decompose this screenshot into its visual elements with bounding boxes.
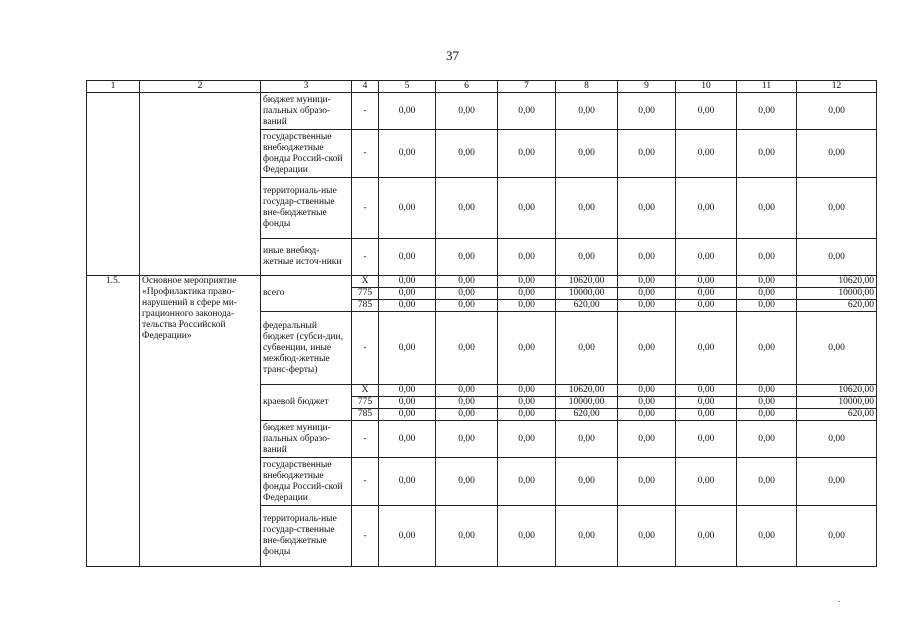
value-cell: 0,00 bbox=[436, 130, 498, 178]
value-cell: 0,00 bbox=[737, 300, 797, 312]
value-cell: 10000,00 bbox=[556, 397, 618, 409]
value-cell: 0,00 bbox=[379, 458, 436, 506]
value-cell: 620,00 bbox=[797, 409, 877, 421]
value-cell: 620,00 bbox=[556, 300, 618, 312]
col-header-12: 12 bbox=[797, 81, 877, 93]
footer-mark: . bbox=[838, 594, 841, 604]
col-header-8: 8 bbox=[556, 81, 618, 93]
code-cell: Х bbox=[352, 276, 379, 288]
value-cell: 0,00 bbox=[436, 506, 498, 567]
value-cell: 0,00 bbox=[797, 458, 877, 506]
value-cell: 0,00 bbox=[436, 178, 498, 239]
value-cell: 0,00 bbox=[498, 288, 556, 300]
value-cell: 0,00 bbox=[676, 300, 737, 312]
col-header-5: 5 bbox=[379, 81, 436, 93]
value-cell: 0,00 bbox=[436, 421, 498, 458]
value-cell: 0,00 bbox=[618, 312, 676, 385]
value-cell: 620,00 bbox=[797, 300, 877, 312]
value-cell: 0,00 bbox=[676, 312, 737, 385]
value-cell: 0,00 bbox=[797, 312, 877, 385]
value-cell: 0,00 bbox=[737, 409, 797, 421]
code-cell: - bbox=[352, 178, 379, 239]
table-row bbox=[87, 93, 877, 130]
value-cell: 0,00 bbox=[737, 421, 797, 458]
col-header-4: 4 bbox=[352, 81, 379, 93]
value-cell: 0,00 bbox=[436, 312, 498, 385]
value-cell: 0,00 bbox=[379, 93, 436, 130]
item-title: Основное мероприятие «Профилактика право-нарушений в сфере ми-грационного законода-тельства Российской Федерации» bbox=[140, 276, 261, 567]
value-cell: 0,00 bbox=[737, 458, 797, 506]
value-cell: 0,00 bbox=[797, 421, 877, 458]
value-cell: 0,00 bbox=[379, 276, 436, 288]
funding-source-federal: федеральный бюджет (субси-дии, субвенции, иные межбюд-жетные транс-ферты) bbox=[261, 312, 352, 385]
value-cell: 0,00 bbox=[498, 506, 556, 567]
value-cell: 0,00 bbox=[618, 276, 676, 288]
value-cell: 0,00 bbox=[556, 312, 618, 385]
value-cell: 0,00 bbox=[737, 385, 797, 397]
value-cell: 0,00 bbox=[797, 506, 877, 567]
value-cell: 0,00 bbox=[797, 93, 877, 130]
value-cell: 0,00 bbox=[436, 409, 498, 421]
value-cell: 0,00 bbox=[379, 130, 436, 178]
funding-source-regional: краевой бюджет bbox=[261, 385, 352, 421]
value-cell: 0,00 bbox=[797, 178, 877, 239]
value-cell: 0,00 bbox=[676, 397, 737, 409]
funding-source: территориаль-ные государ-ственные вне-бюджетные фонды bbox=[261, 506, 352, 567]
col-header-6: 6 bbox=[436, 81, 498, 93]
value-cell: 0,00 bbox=[379, 397, 436, 409]
value-cell: 0,00 bbox=[498, 276, 556, 288]
code-cell: - bbox=[352, 458, 379, 506]
code-cell: - bbox=[352, 506, 379, 567]
value-cell: 0,00 bbox=[618, 506, 676, 567]
code-cell: 785 bbox=[352, 409, 379, 421]
value-cell: 0,00 bbox=[556, 421, 618, 458]
table-row bbox=[87, 276, 877, 288]
value-cell: 0,00 bbox=[618, 239, 676, 276]
value-cell: 0,00 bbox=[676, 130, 737, 178]
value-cell: 0,00 bbox=[436, 239, 498, 276]
value-cell: 0,00 bbox=[498, 409, 556, 421]
value-cell: 0,00 bbox=[618, 93, 676, 130]
value-cell: 0,00 bbox=[498, 130, 556, 178]
value-cell: 0,00 bbox=[556, 239, 618, 276]
value-cell: 0,00 bbox=[436, 385, 498, 397]
item-title-cell bbox=[140, 93, 261, 276]
value-cell: 0,00 bbox=[737, 178, 797, 239]
value-cell: 0,00 bbox=[618, 385, 676, 397]
value-cell: 10000,00 bbox=[797, 288, 877, 300]
value-cell: 0,00 bbox=[379, 421, 436, 458]
value-cell: 0,00 bbox=[737, 397, 797, 409]
value-cell: 0,00 bbox=[737, 288, 797, 300]
code-cell: 775 bbox=[352, 397, 379, 409]
value-cell: 0,00 bbox=[737, 506, 797, 567]
value-cell: 0,00 bbox=[676, 276, 737, 288]
value-cell: 0,00 bbox=[379, 178, 436, 239]
value-cell: 0,00 bbox=[379, 312, 436, 385]
funding-source: территориаль-ные государ-ственные вне-бюджетные фонды bbox=[261, 178, 352, 239]
code-cell: - bbox=[352, 130, 379, 178]
value-cell: 0,00 bbox=[676, 93, 737, 130]
value-cell: 0,00 bbox=[379, 239, 436, 276]
funding-source: иные внебюд-жетные источ-ники bbox=[261, 239, 352, 276]
value-cell: 0,00 bbox=[498, 458, 556, 506]
value-cell: 10000,00 bbox=[797, 397, 877, 409]
value-cell: 0,00 bbox=[498, 385, 556, 397]
value-cell: 0,00 bbox=[676, 409, 737, 421]
col-header-7: 7 bbox=[498, 81, 556, 93]
value-cell: 0,00 bbox=[618, 288, 676, 300]
value-cell: 0,00 bbox=[676, 506, 737, 567]
value-cell: 10620,00 bbox=[797, 385, 877, 397]
value-cell: 0,00 bbox=[498, 178, 556, 239]
value-cell: 620,00 bbox=[556, 409, 618, 421]
value-cell: 0,00 bbox=[436, 276, 498, 288]
value-cell: 0,00 bbox=[556, 130, 618, 178]
value-cell: 0,00 bbox=[556, 178, 618, 239]
value-cell: 0,00 bbox=[618, 130, 676, 178]
value-cell: 0,00 bbox=[436, 288, 498, 300]
col-header-10: 10 bbox=[676, 81, 737, 93]
value-cell: 0,00 bbox=[618, 178, 676, 239]
funding-source: бюджет муници-пальных образо-ваний bbox=[261, 421, 352, 458]
value-cell: 0,00 bbox=[498, 239, 556, 276]
value-cell: 0,00 bbox=[797, 239, 877, 276]
value-cell: 0,00 bbox=[556, 458, 618, 506]
value-cell: 0,00 bbox=[436, 397, 498, 409]
value-cell: 0,00 bbox=[737, 130, 797, 178]
value-cell: 0,00 bbox=[498, 93, 556, 130]
value-cell: 0,00 bbox=[498, 300, 556, 312]
code-cell: Х bbox=[352, 385, 379, 397]
col-header-11: 11 bbox=[737, 81, 797, 93]
value-cell: 10620,00 bbox=[556, 385, 618, 397]
value-cell: 0,00 bbox=[436, 93, 498, 130]
value-cell: 0,00 bbox=[737, 312, 797, 385]
value-cell: 0,00 bbox=[379, 409, 436, 421]
code-cell: 785 bbox=[352, 300, 379, 312]
header-row bbox=[87, 81, 877, 93]
value-cell: 0,00 bbox=[379, 506, 436, 567]
value-cell: 0,00 bbox=[436, 458, 498, 506]
code-cell: - bbox=[352, 312, 379, 385]
value-cell: 0,00 bbox=[676, 178, 737, 239]
value-cell: 0,00 bbox=[618, 397, 676, 409]
value-cell: 0,00 bbox=[379, 385, 436, 397]
value-cell: 0,00 bbox=[436, 300, 498, 312]
code-cell: 775 bbox=[352, 288, 379, 300]
item-number-cell bbox=[87, 93, 140, 276]
value-cell: 0,00 bbox=[676, 288, 737, 300]
value-cell: 0,00 bbox=[618, 458, 676, 506]
value-cell: 0,00 bbox=[676, 239, 737, 276]
col-header-3: 3 bbox=[261, 81, 352, 93]
code-cell: - bbox=[352, 93, 379, 130]
funding-source: государственные внебюджетные фонды Россий-ской Федерации bbox=[261, 458, 352, 506]
value-cell: 10000,00 bbox=[556, 288, 618, 300]
code-cell: - bbox=[352, 421, 379, 458]
col-header-9: 9 bbox=[618, 81, 676, 93]
value-cell: 0,00 bbox=[676, 385, 737, 397]
value-cell: 0,00 bbox=[618, 421, 676, 458]
value-cell: 0,00 bbox=[797, 130, 877, 178]
value-cell: 0,00 bbox=[618, 409, 676, 421]
value-cell: 0,00 bbox=[379, 288, 436, 300]
page-number: 37 bbox=[446, 48, 459, 63]
col-header-2: 2 bbox=[140, 81, 261, 93]
value-cell: 0,00 bbox=[556, 506, 618, 567]
value-cell: 0,00 bbox=[676, 421, 737, 458]
value-cell: 10620,00 bbox=[797, 276, 877, 288]
value-cell: 10620,00 bbox=[556, 276, 618, 288]
funding-source: государственные внебюджетные фонды Россий-ской Федерации bbox=[261, 130, 352, 178]
value-cell: 0,00 bbox=[737, 93, 797, 130]
value-cell: 0,00 bbox=[498, 421, 556, 458]
funding-source: бюджет муници-пальных образо-ваний bbox=[261, 93, 352, 130]
value-cell: 0,00 bbox=[379, 300, 436, 312]
value-cell: 0,00 bbox=[676, 458, 737, 506]
value-cell: 0,00 bbox=[498, 312, 556, 385]
funding-source-total: всего bbox=[261, 276, 352, 312]
item-number: 1.5. bbox=[87, 276, 140, 567]
value-cell: 0,00 bbox=[737, 239, 797, 276]
value-cell: 0,00 bbox=[498, 397, 556, 409]
value-cell: 0,00 bbox=[556, 93, 618, 130]
col-header-1: 1 bbox=[87, 81, 140, 93]
code-cell: - bbox=[352, 239, 379, 276]
value-cell: 0,00 bbox=[737, 276, 797, 288]
budget-table bbox=[86, 80, 877, 567]
value-cell: 0,00 bbox=[618, 300, 676, 312]
